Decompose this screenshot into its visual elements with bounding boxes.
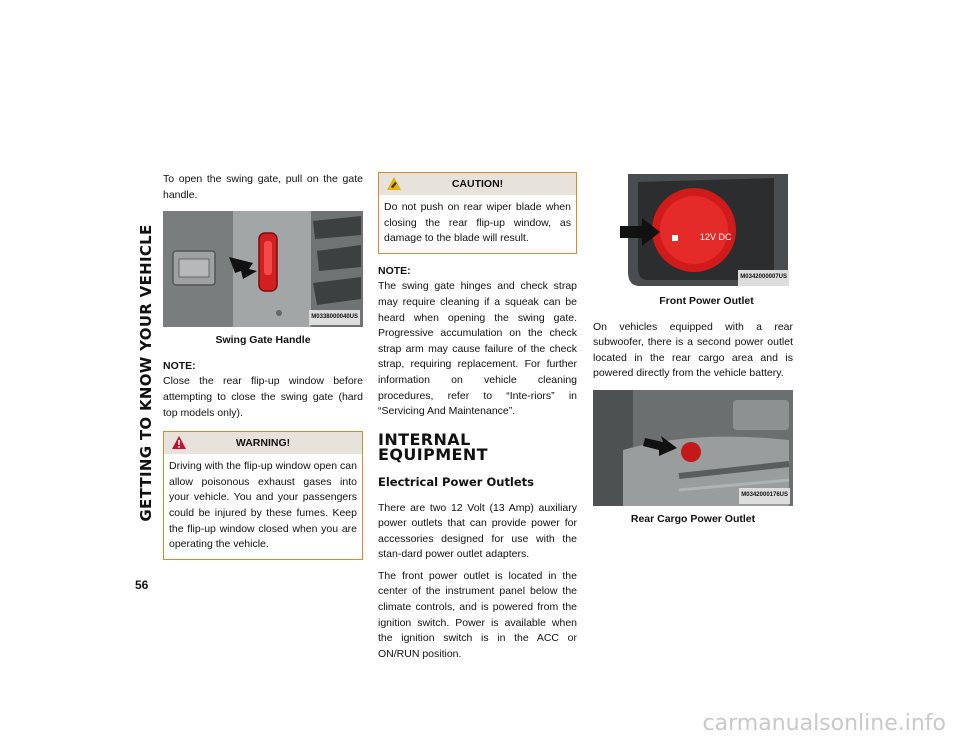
figure-caption: Front Power Outlet (659, 295, 754, 307)
warning-title: WARNING! (235, 437, 291, 450)
caution-title: CAUTION! (451, 178, 504, 190)
figure-code: M0342000176US (739, 488, 790, 504)
caution-text: Do not push on rear wiper blade when closing the rear flip-up window, as damage to the blade will result. (384, 201, 571, 245)
note-text: The swing gate hinges and check strap may require cleaning if a squeak can be heard when opening the swing gate. Progressive accumulation on the check strap arm may cause failure of the check strap, requiring replacement. For further information on vehicle cleaning procedures, refer to “Inte-riors” in “Servicing And Maintenance”. (378, 280, 577, 418)
swing-gate-figure (163, 211, 363, 327)
page-number: 56 (135, 578, 149, 592)
column-2 (378, 160, 577, 668)
warning-text: Driving with the flip-up window open can allow poisonous exhaust gases into your vehicle. You and your passengers could be injured by these fumes. Keep the flip-up window closed when you are operating the vehicle. (169, 460, 357, 551)
note-heading: NOTE: (163, 359, 196, 372)
figure-caption: Swing Gate Handle (215, 334, 311, 347)
paragraph-outlets: There are two 12 Volt (13 Amp) auxiliary power outlets that can provide power for accessories designed for use with the stan-dard power outlet adapters. (378, 501, 577, 561)
caution-icon (387, 177, 401, 190)
figure-caption: Rear Cargo Power Outlet (630, 512, 756, 525)
warning-header (164, 432, 362, 454)
paragraph-front-outlet: The front power outlet is located in the center of the instrument panel below the climate controls, and is powered from the ignition switch. Power is available when the ignition switch is in the ACC or ON/RUN position. (378, 569, 577, 660)
figure-code: M0338000040US (309, 310, 360, 326)
section-heading: INTERNAL EQUIPMENT (378, 429, 488, 465)
subsection-heading: Electrical Power Outlets (378, 474, 535, 489)
section-side-tab (134, 168, 158, 578)
caution-header (379, 173, 576, 195)
outlet-cap-label: 12V DC (700, 232, 732, 242)
paragraph-rear-outlet: On vehicles equipped with a rear subwoofer, there is a second power outlet located in the rear cargo area and is powered directly from the vehicle battery. (593, 320, 793, 380)
warning-icon (172, 436, 186, 449)
section-title: GETTING TO KNOW YOUR VEHICLE (137, 224, 155, 522)
figure-code: M0342000007US (738, 270, 789, 286)
warning-box (163, 431, 363, 560)
column-1 (163, 172, 363, 570)
front-outlet-figure (620, 172, 792, 288)
column-3 (593, 172, 793, 538)
note-text: Close the rear flip-up window before attempting to close the swing gate (hard top models only). (163, 375, 363, 419)
intro-text: To open the swing gate, pull on the gate handle. (163, 173, 363, 201)
note-heading: NOTE: (378, 264, 411, 277)
watermark: carmanualsonline.info (702, 711, 946, 736)
rear-cargo-outlet-figure (593, 390, 793, 506)
caution-box (378, 172, 577, 254)
